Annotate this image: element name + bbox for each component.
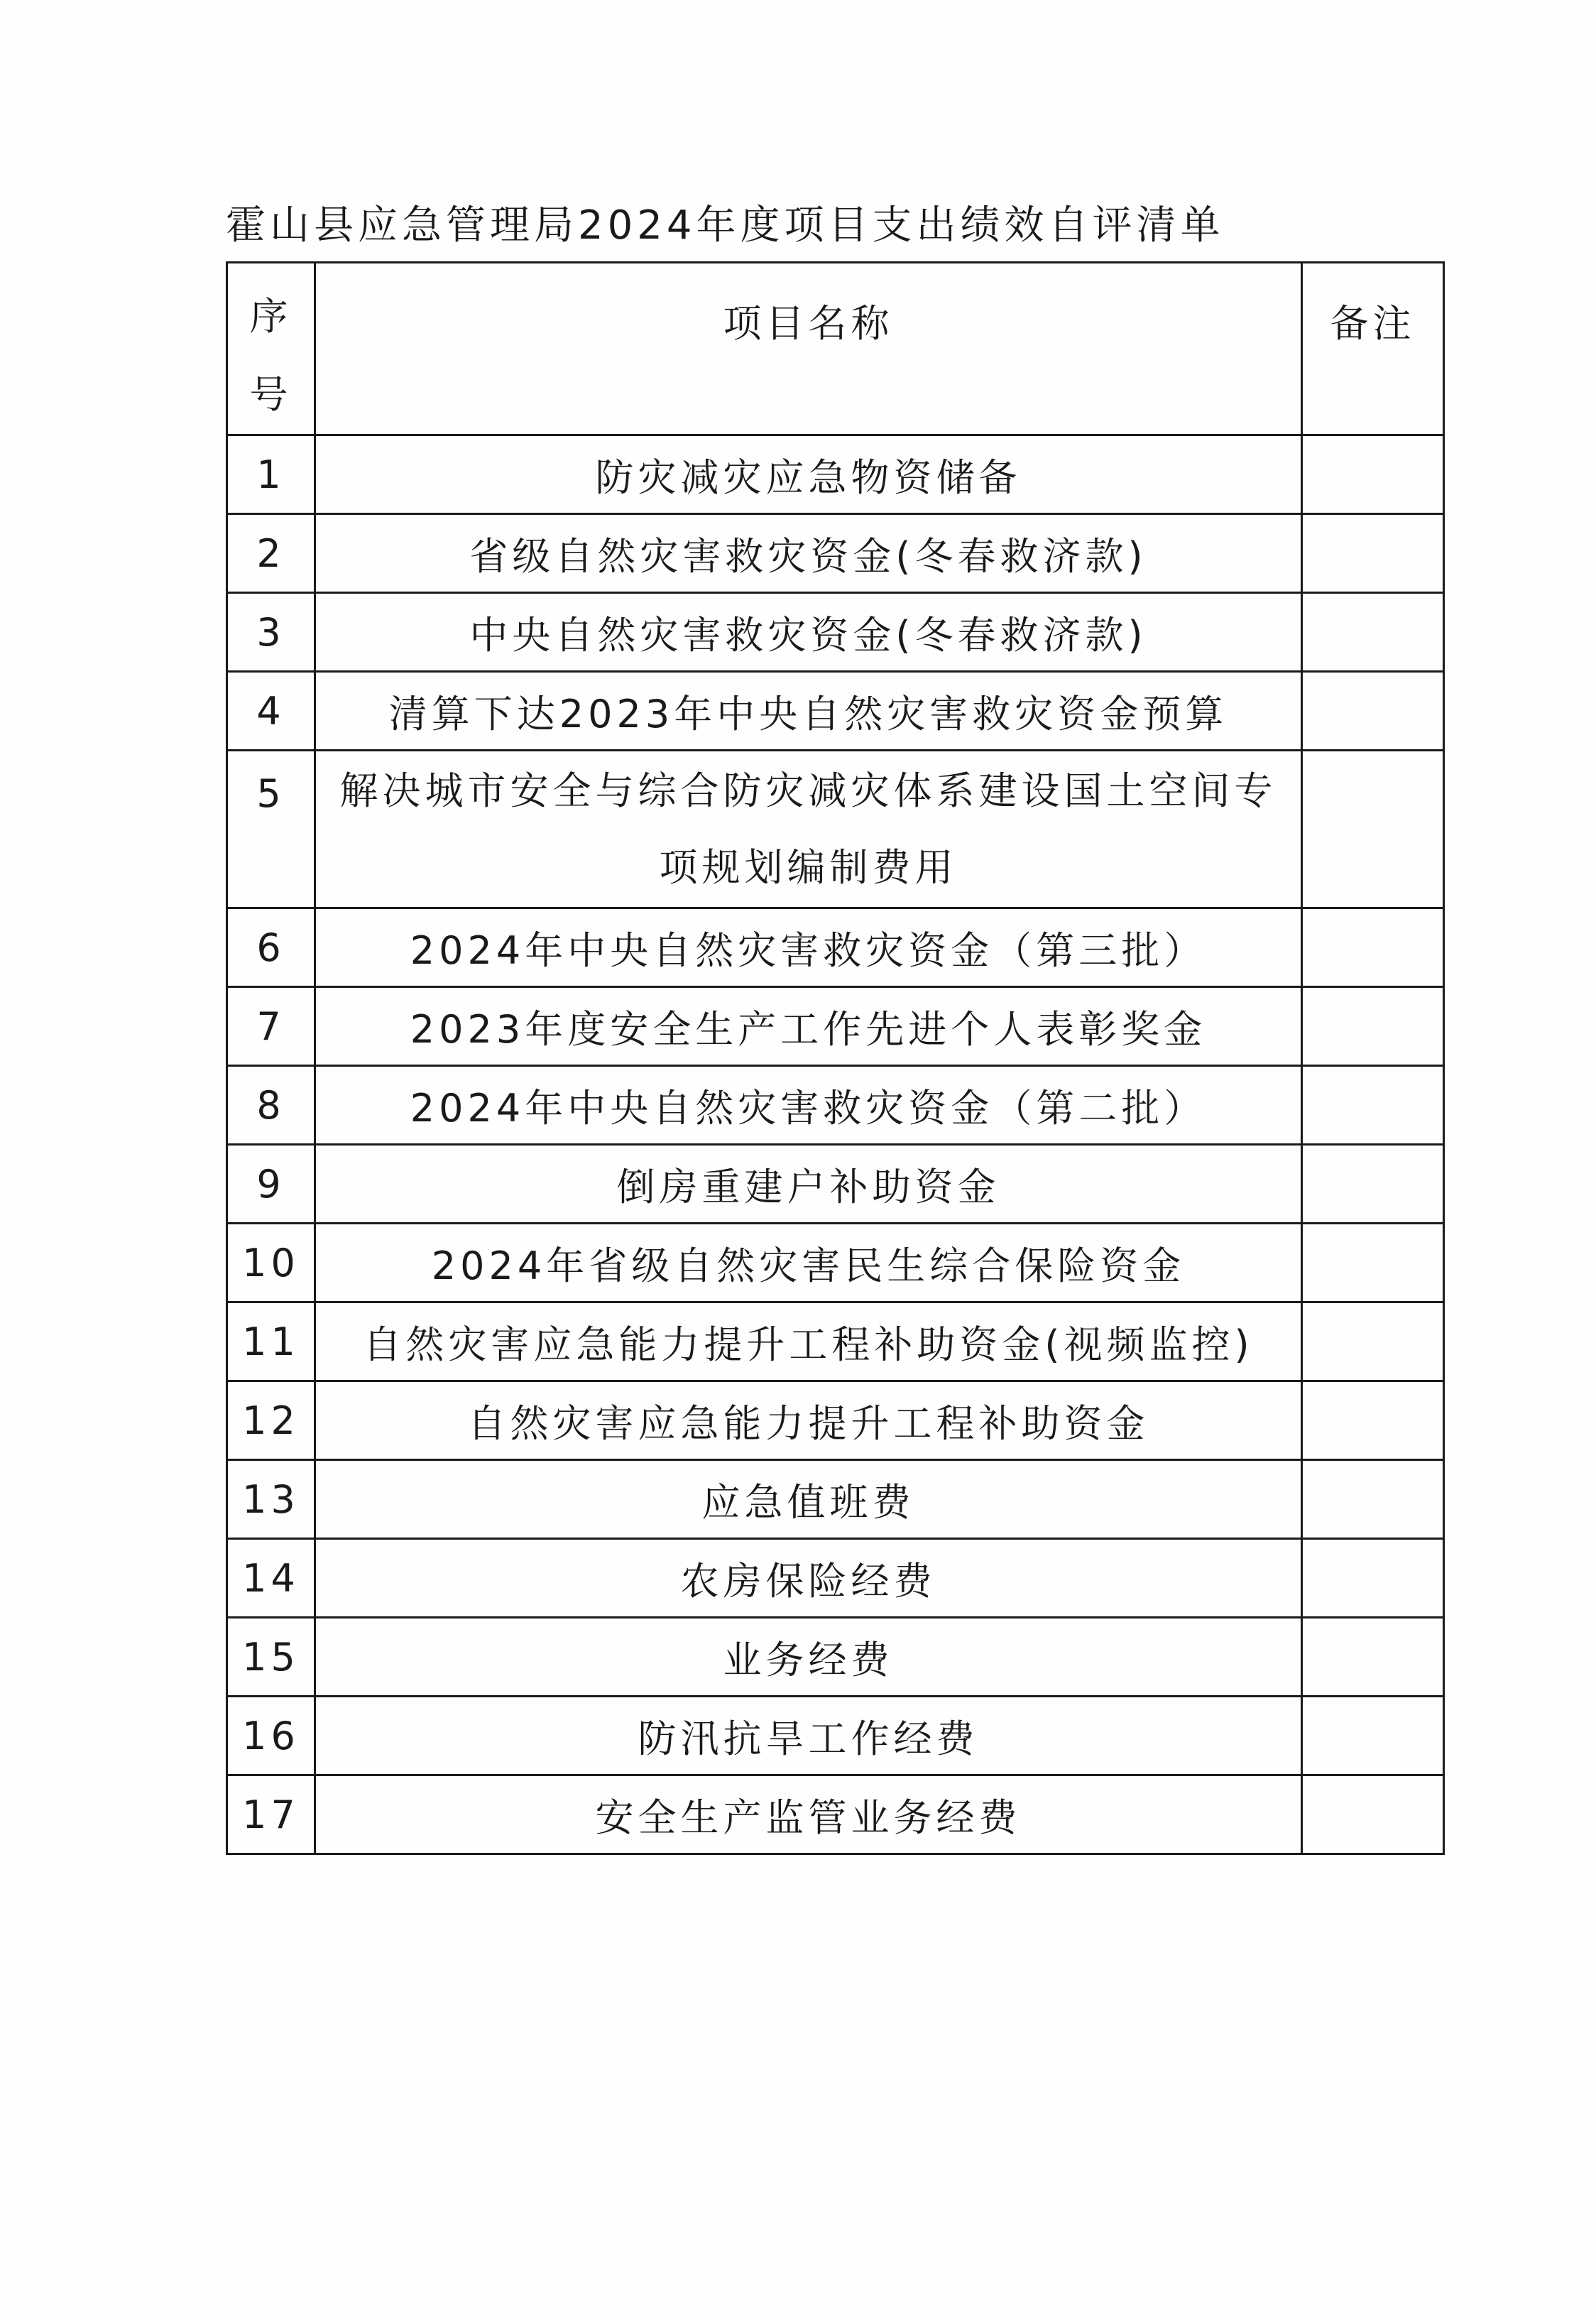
row-project-name: 2023年度安全生产工作先进个人表彰奖金 (315, 987, 1302, 1066)
row-note (1302, 1618, 1444, 1697)
row-note (1302, 1697, 1444, 1775)
table-row (227, 672, 1444, 751)
row-project-name: 安全生产监管业务经费 (315, 1775, 1302, 1854)
row-project-name: 自然灾害应急能力提升工程补助资金(视频监控) (315, 1302, 1302, 1381)
table-row (227, 1145, 1444, 1224)
row-project-name: 2024年中央自然灾害救灾资金（第三批） (315, 908, 1302, 987)
row-number: 8 (227, 1066, 315, 1145)
row-project-name: 农房保险经费 (315, 1539, 1302, 1618)
row-project-name: 业务经费 (315, 1618, 1302, 1697)
row-number: 13 (227, 1460, 315, 1539)
row-project-name: 倒房重建户补助资金 (315, 1145, 1302, 1224)
row-note (1302, 908, 1444, 987)
table-row (227, 751, 1444, 908)
header-project-name: 项目名称 (315, 263, 1302, 435)
row-note (1302, 435, 1444, 514)
table-row (227, 1460, 1444, 1539)
row-note (1302, 1775, 1444, 1854)
row-note (1302, 1460, 1444, 1539)
row-project-name: 防灾减灾应急物资储备 (315, 435, 1302, 514)
row-project-name: 清算下达2023年中央自然灾害救灾资金预算 (315, 672, 1302, 751)
row-note (1302, 1224, 1444, 1302)
row-project-name: 自然灾害应急能力提升工程补助资金 (315, 1381, 1302, 1460)
table-row (227, 1539, 1444, 1618)
row-project-name: 中央自然灾害救灾资金(冬春救济款) (315, 593, 1302, 672)
row-note (1302, 1145, 1444, 1224)
table-row (227, 1066, 1444, 1145)
table-row (227, 1697, 1444, 1775)
row-note (1302, 1302, 1444, 1381)
row-note (1302, 593, 1444, 672)
row-number: 12 (227, 1381, 315, 1460)
row-project-name: 解决城市安全与综合防灾减灾体系建设国土空间专项规划编制费用 (315, 751, 1302, 908)
header-number-char: 号 (249, 372, 293, 417)
row-number: 10 (227, 1224, 315, 1302)
row-number: 9 (227, 1145, 315, 1224)
row-number: 5 (227, 751, 315, 908)
row-number: 11 (227, 1302, 315, 1381)
row-note (1302, 751, 1444, 908)
row-number: 1 (227, 435, 315, 514)
row-note (1302, 1381, 1444, 1460)
document-title: 霍山县应急管理局2024年度项目支出绩效自评清单 (226, 202, 1225, 249)
row-project-name: 2024年中央自然灾害救灾资金（第二批） (315, 1066, 1302, 1145)
table-row (227, 1302, 1444, 1381)
row-number: 6 (227, 908, 315, 987)
row-number: 3 (227, 593, 315, 672)
table-row (227, 593, 1444, 672)
row-number: 16 (227, 1697, 315, 1775)
row-number: 2 (227, 514, 315, 593)
row-project-name: 省级自然灾害救灾资金(冬春救济款) (315, 514, 1302, 593)
row-number: 7 (227, 987, 315, 1066)
table-row (227, 1381, 1444, 1460)
row-note (1302, 1539, 1444, 1618)
row-note (1302, 987, 1444, 1066)
project-list-table (226, 261, 1445, 1855)
row-number: 14 (227, 1539, 315, 1618)
table-header-row (227, 263, 1444, 435)
table-row (227, 435, 1444, 514)
table-row (227, 987, 1444, 1066)
row-number: 17 (227, 1775, 315, 1854)
row-number: 15 (227, 1618, 315, 1697)
table-row (227, 1618, 1444, 1697)
header-number (227, 263, 315, 435)
row-project-name: 2024年省级自然灾害民生综合保险资金 (315, 1224, 1302, 1302)
table-row (227, 908, 1444, 987)
header-note: 备注 (1302, 263, 1444, 435)
row-project-name: 防汛抗旱工作经费 (315, 1697, 1302, 1775)
row-note (1302, 672, 1444, 751)
table-row (227, 1775, 1444, 1854)
table-row (227, 1224, 1444, 1302)
table-row (227, 514, 1444, 593)
row-note (1302, 1066, 1444, 1145)
row-number: 4 (227, 672, 315, 751)
row-project-name: 应急值班费 (315, 1460, 1302, 1539)
row-note (1302, 514, 1444, 593)
header-number-char: 序 (249, 294, 293, 339)
